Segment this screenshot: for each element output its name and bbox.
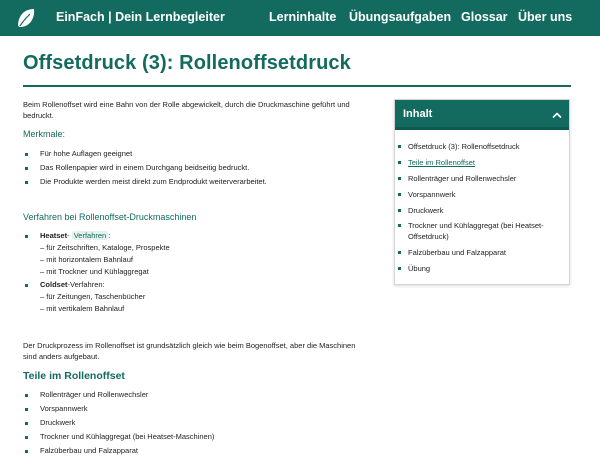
square-bullet-icon bbox=[25, 284, 28, 287]
toc-item[interactable]: Trockner und Kühlaggregat (bei Heatset-Offsetdruck) bbox=[408, 221, 544, 241]
square-bullet-icon bbox=[398, 267, 401, 270]
toc-item[interactable]: Falzüberbau und Falzapparat bbox=[408, 248, 506, 257]
teile-item: Rollenträger und Rollenwechsler bbox=[40, 390, 149, 399]
square-bullet-icon bbox=[25, 436, 28, 439]
merkmale-heading: Merkmale: bbox=[23, 129, 66, 139]
heatset-colon: : bbox=[108, 231, 111, 240]
merkmal-item: Für hohe Auflagen geeignet bbox=[40, 149, 133, 158]
toc-item[interactable]: Druckwerk bbox=[408, 206, 444, 215]
toc-item-active[interactable]: Teile im Rollenoffset bbox=[408, 158, 475, 167]
heatset-detail: – mit horizontalem Bahnlauf bbox=[40, 255, 133, 264]
merkmal-item: Die Produkte werden meist direkt zum Endprodukt weiterverarbeitet. bbox=[40, 177, 267, 186]
square-bullet-icon bbox=[398, 251, 401, 254]
nav-glossar[interactable]: Glossar bbox=[461, 10, 508, 24]
toc-item[interactable]: Übung bbox=[408, 264, 431, 273]
toc-item[interactable]: Rollenträger und Rollenwechsler bbox=[408, 174, 517, 183]
square-bullet-icon bbox=[398, 224, 401, 227]
verfahren-heading: Verfahren bei Rollenoffset-Druckmaschinen bbox=[23, 212, 197, 222]
square-bullet-icon bbox=[25, 408, 28, 411]
square-bullet-icon bbox=[25, 394, 28, 397]
square-bullet-icon bbox=[25, 422, 28, 425]
druckprozess-line-2: sind anders aufgebaut. bbox=[23, 352, 100, 361]
brand-title[interactable]: EinFach | Dein Lernbegleiter bbox=[56, 10, 225, 24]
square-bullet-icon bbox=[398, 193, 401, 196]
square-bullet-icon bbox=[398, 161, 401, 164]
heatset-item bbox=[40, 231, 110, 240]
square-bullet-icon bbox=[25, 181, 28, 184]
square-bullet-icon bbox=[25, 153, 28, 156]
teile-item: Vorspannwerk bbox=[40, 404, 88, 413]
heatset-detail: – mit Trockner und Kühlaggregat bbox=[40, 267, 149, 276]
square-bullet-icon bbox=[398, 177, 401, 180]
square-bullet-icon bbox=[25, 167, 28, 170]
teile-item: Falzüberbau und Falzapparat bbox=[40, 446, 138, 455]
square-bullet-icon bbox=[25, 235, 28, 238]
nav-uebungsaufgaben[interactable]: Übungsaufgaben bbox=[349, 10, 452, 24]
square-bullet-icon bbox=[398, 145, 401, 148]
coldset-detail: – mit vertikalem Bahnlauf bbox=[40, 304, 125, 313]
chevron-up-icon[interactable] bbox=[551, 109, 563, 121]
page-title: Offsetdruck (3): Rollenoffsetdruck bbox=[23, 52, 351, 74]
coldset-term: Coldset bbox=[40, 280, 68, 289]
merkmal-item: Das Rollenpapier wird in einem Durchgang beidseitig bedruckt. bbox=[40, 163, 250, 172]
intro-paragraph bbox=[23, 99, 383, 121]
toc-title: Inhalt bbox=[403, 108, 433, 120]
toc-item[interactable]: Offsetdruck (3): Rollenoffsetdruck bbox=[408, 142, 520, 151]
square-bullet-icon bbox=[398, 209, 401, 212]
intro-line-2: bedruckt. bbox=[23, 111, 54, 120]
coldset-item bbox=[40, 280, 105, 289]
druckprozess-line-1: Der Druckprozess im Rollenoffset ist grundsätzlich gleich wie beim Bogenoffset, aber die Maschinen bbox=[23, 341, 356, 350]
druckprozess-paragraph bbox=[23, 340, 383, 362]
teile-item: Trockner und Kühlaggregat (bei Heatset-Maschinen) bbox=[40, 432, 215, 441]
intro-line-1: Beim Rollenoffset wird eine Bahn von der Rolle abgewickelt, durch die Druckmaschine geführt und bbox=[23, 100, 350, 109]
nav-ueber-uns[interactable]: Über uns bbox=[518, 10, 573, 24]
teile-item: Druckwerk bbox=[40, 418, 76, 427]
coldset-detail: – für Zeitungen, Taschenbücher bbox=[40, 292, 146, 301]
toc-item[interactable]: Vorspannwerk bbox=[408, 190, 456, 199]
verfahren-glossary-link[interactable]: Verfahren bbox=[73, 231, 107, 240]
coldset-rest: -Verfahren: bbox=[67, 280, 105, 289]
title-divider bbox=[23, 85, 571, 87]
toc-header[interactable] bbox=[395, 100, 569, 130]
nav-lerninhalte[interactable]: Lerninhalte bbox=[269, 10, 337, 24]
top-navigation-bar bbox=[0, 0, 600, 36]
heatset-term: Heatset bbox=[40, 231, 68, 240]
leaf-logo-icon[interactable] bbox=[14, 6, 38, 30]
heatset-detail: – für Zeitschriften, Kataloge, Prospekte bbox=[40, 243, 170, 252]
heatset-dash: - bbox=[67, 231, 70, 240]
teile-heading: Teile im Rollenoffset bbox=[23, 370, 125, 382]
table-of-contents bbox=[394, 99, 570, 285]
square-bullet-icon bbox=[25, 450, 28, 453]
